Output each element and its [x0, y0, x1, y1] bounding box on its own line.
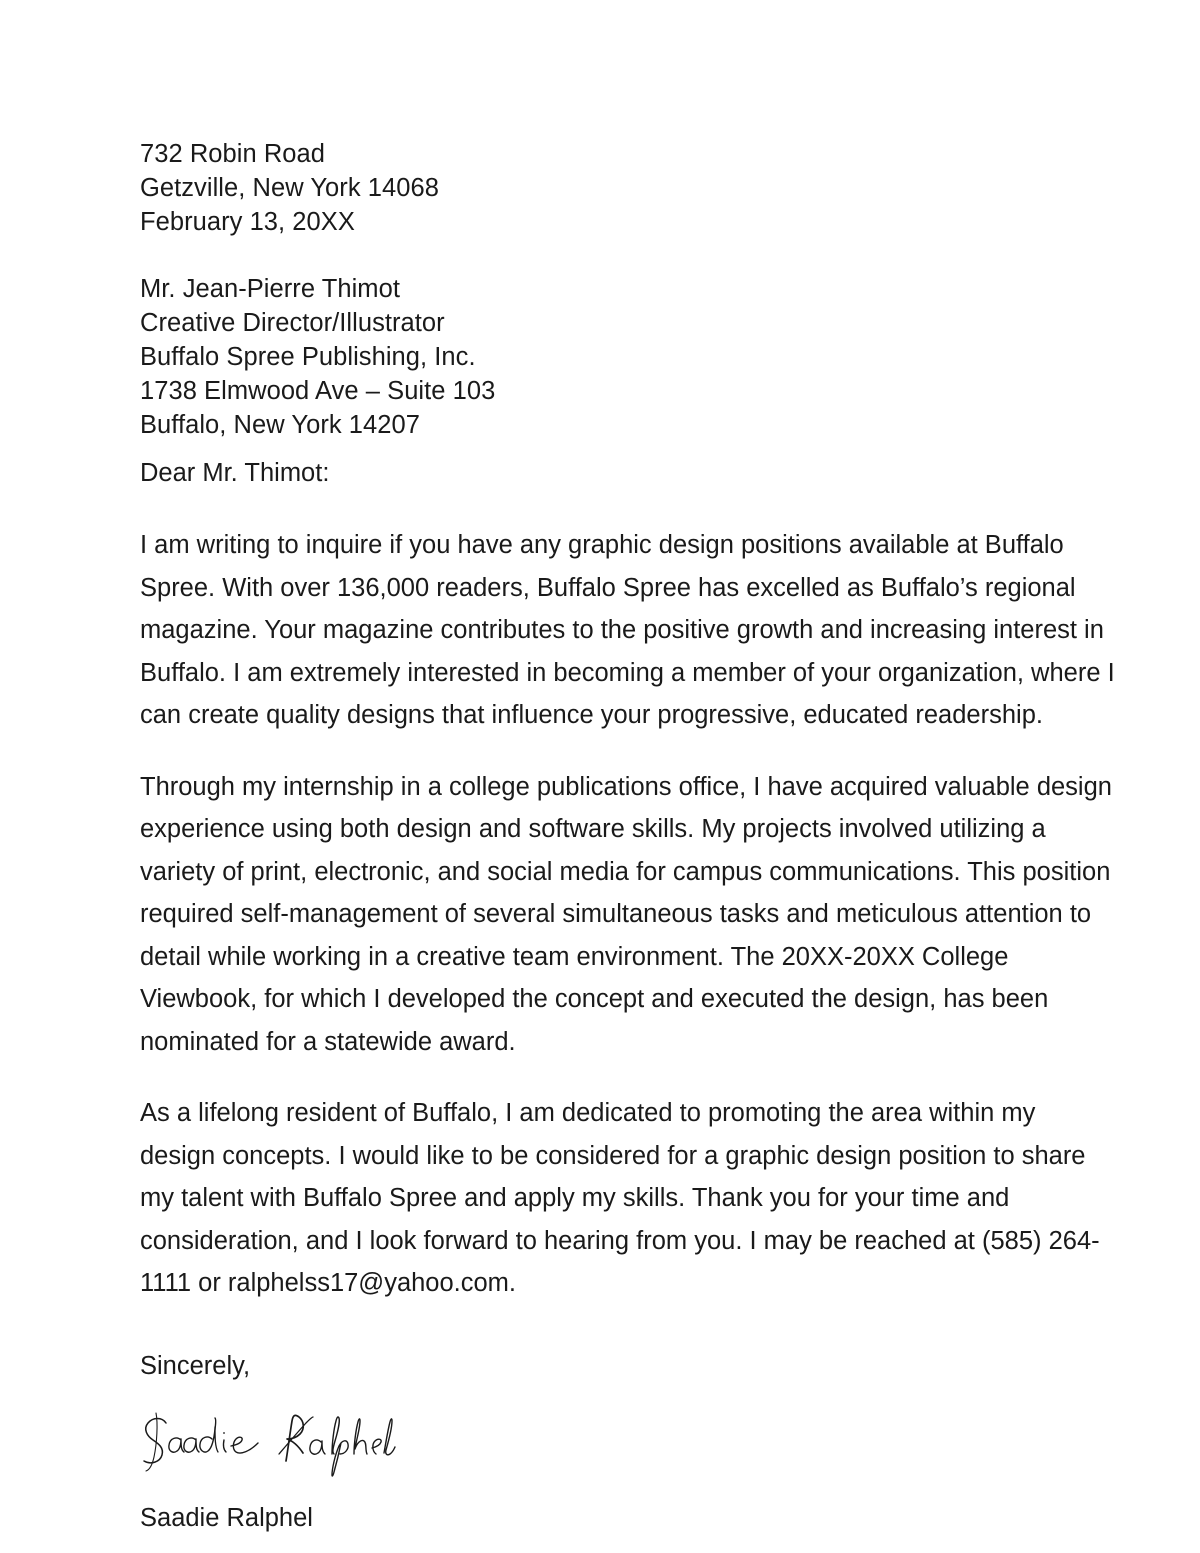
letter-date: February 13, 20XX: [140, 208, 355, 236]
valediction: Sincerely,: [140, 1351, 251, 1380]
letter-content: [140, 137, 1115, 1535]
recipient-city-state-zip: Buffalo, New York 14207: [140, 411, 420, 439]
recipient-company: Buffalo Spree Publishing, Inc.: [140, 343, 476, 371]
handwritten-signature: [136, 1409, 396, 1481]
body-paragraph-2: Through my internship in a college publications office, I have acquired valuable design experience using both design and software skills. My projects involved utilizing a variety of print, electronic, and social media for campus communications. This position required self-management of several simultaneous tasks and meticulous attention to detail while working in a creative team environment. The 20XX-20XX College Viewbook, for which I developed the concept and executed the design, has been nominated for a statewide award.: [140, 772, 1112, 1056]
recipient-address-block: [140, 272, 1115, 442]
sender-address-line: 732 Robin Road: [140, 140, 326, 168]
sender-address-block: [140, 137, 1115, 239]
recipient-title: Creative Director/Illustrator: [140, 309, 445, 337]
salutation: Dear Mr. Thimot:: [140, 459, 330, 487]
body-paragraph-3: As a lifelong resident of Buffalo, I am dedicated to promoting the area within my design concepts. I would like to be considered for a graphic design position to share my talent with Buffalo Spree and apply my skills. Thank you for your time and consideration, and I look forward to hearing from you. I may be reached at (585) 264-1111 or ralphelss17@yahoo.com.: [140, 1099, 1100, 1297]
printed-signer-name: Saadie Ralphel: [140, 1503, 313, 1532]
sender-address-line: Getzville, New York 14068: [140, 174, 439, 202]
recipient-name: Mr. Jean-Pierre Thimot: [140, 275, 400, 303]
body-paragraph-1: I am writing to inquire if you have any graphic design positions available at Buffalo Spree. With over 136,000 readers, Buffalo Spree has excelled as Buffalo’s regional magazine. Your magazine contributes to the positive growth and increasing interest in Buffalo. I am extremely interested in becoming a member of your organization, where I can create quality designs that influence your progressive, educated readership.: [140, 531, 1115, 729]
recipient-street: 1738 Elmwood Ave – Suite 103: [140, 377, 496, 405]
